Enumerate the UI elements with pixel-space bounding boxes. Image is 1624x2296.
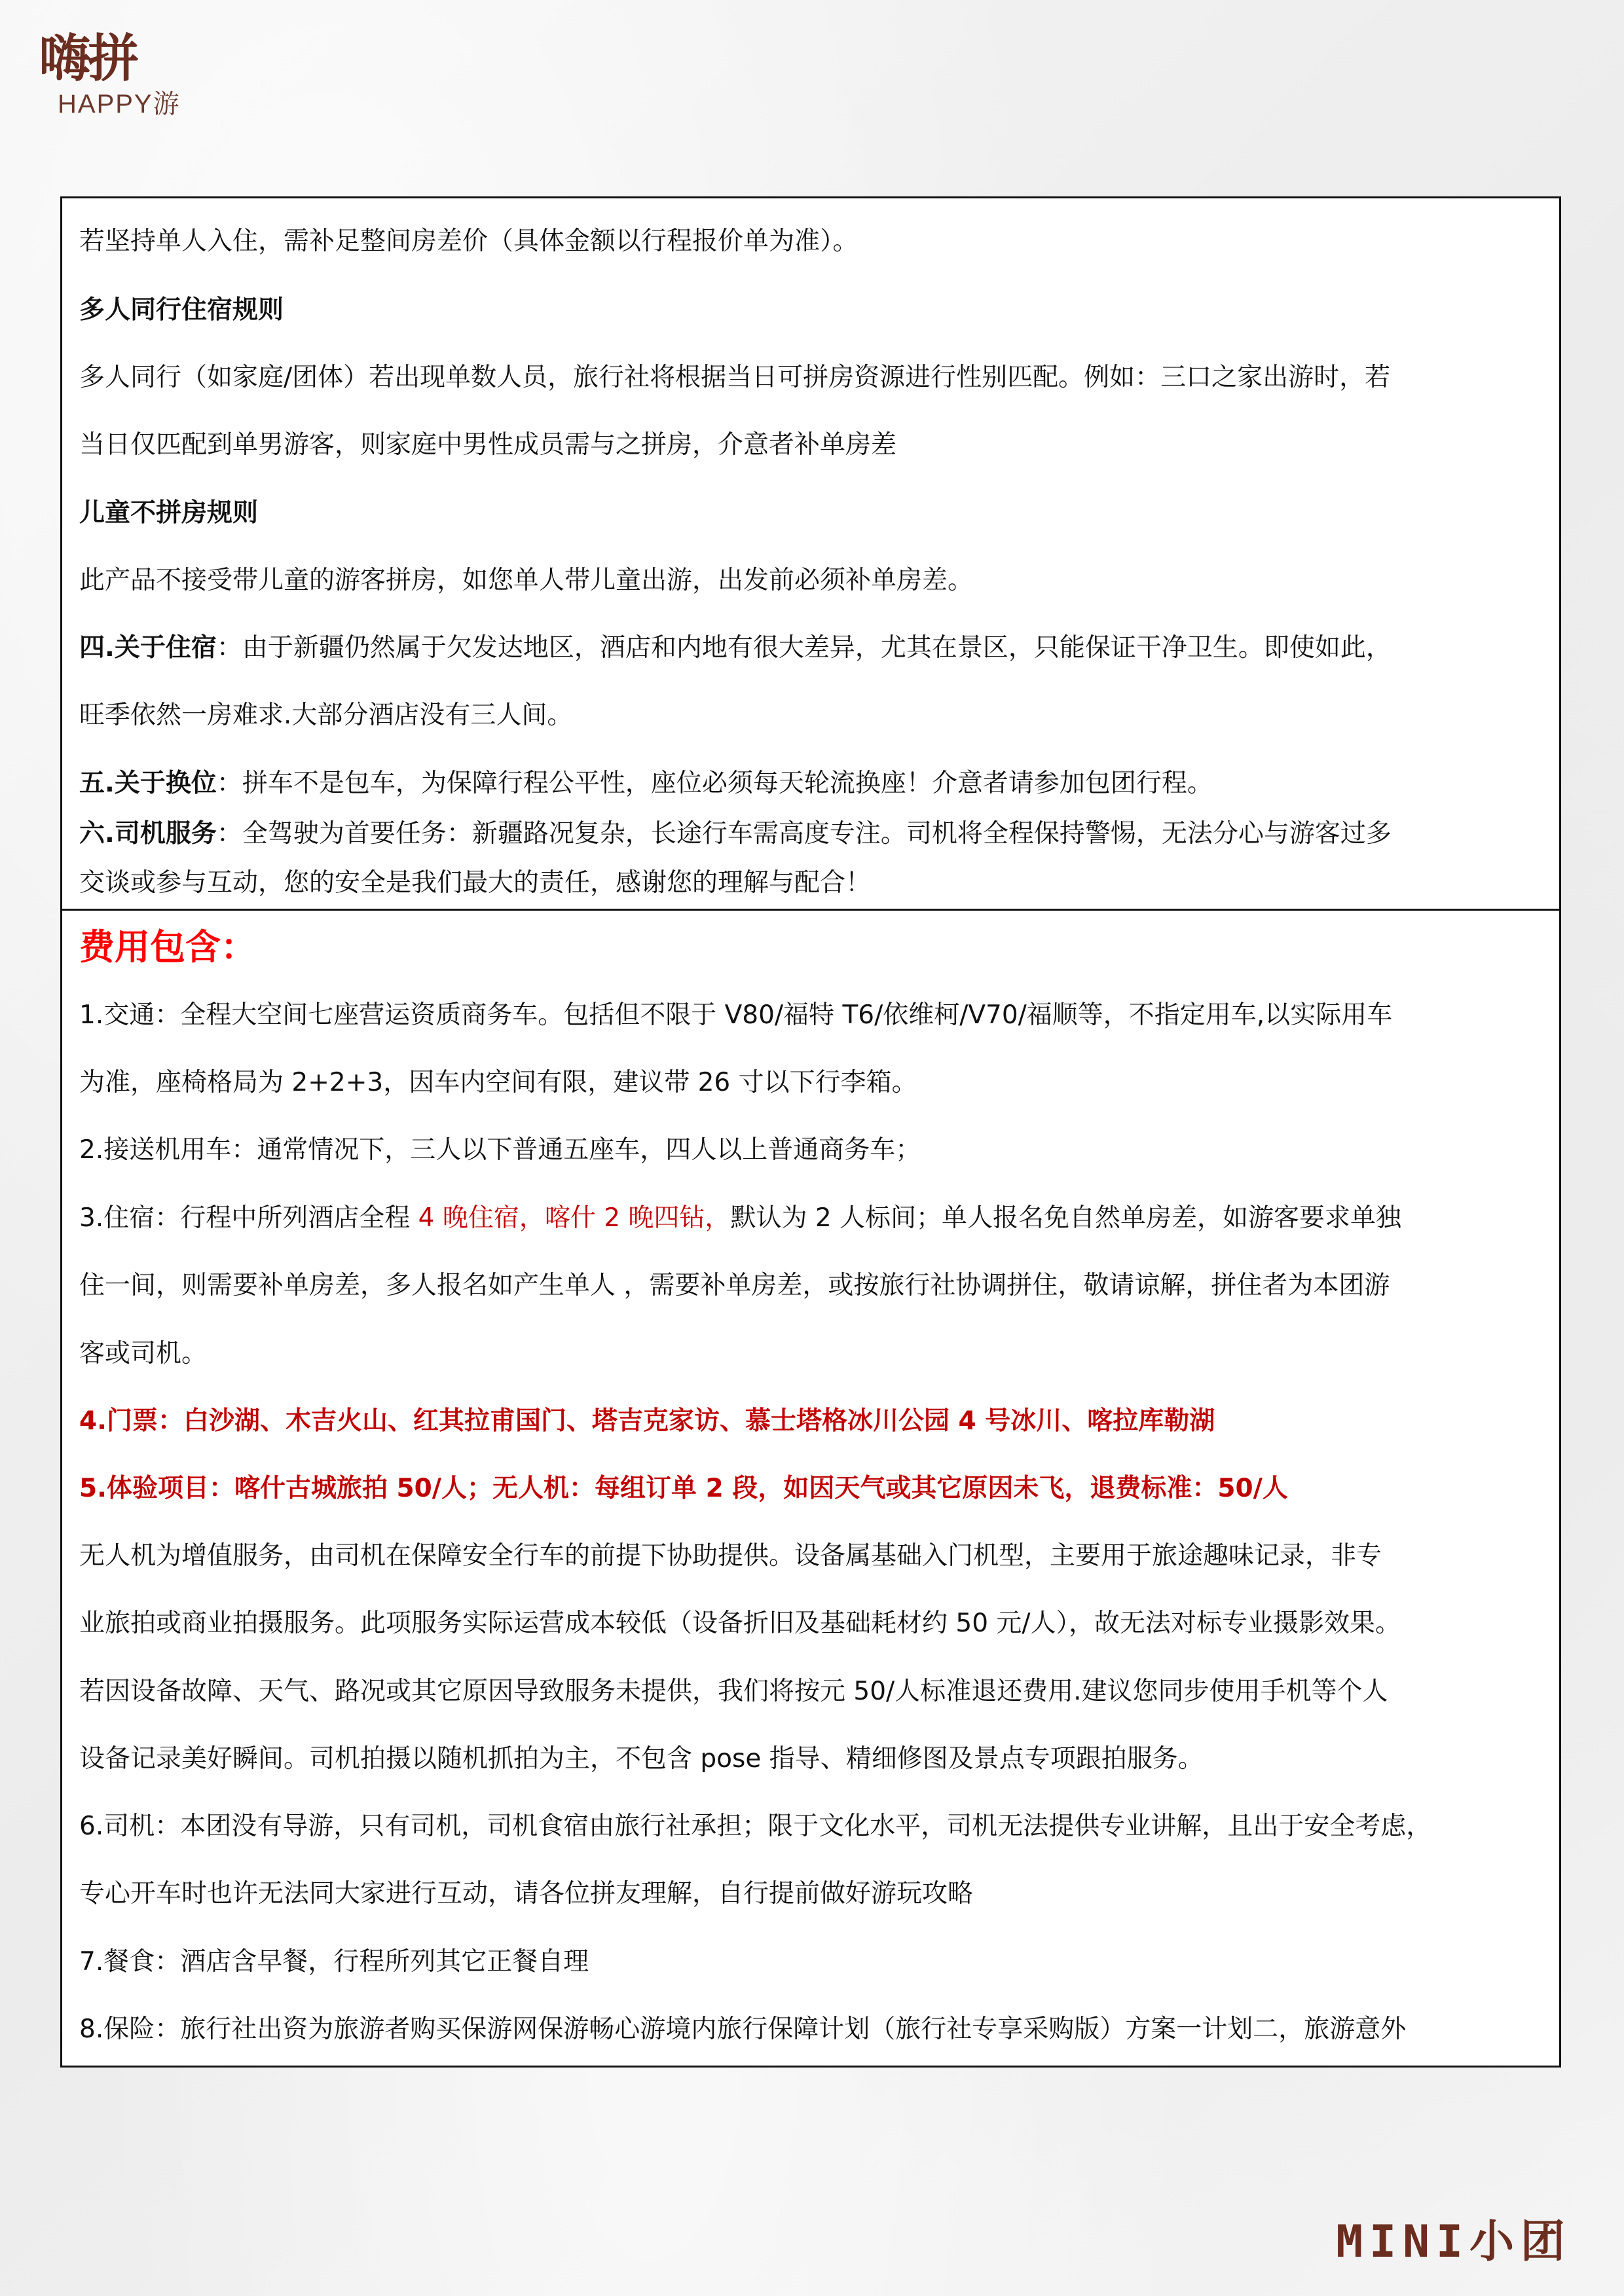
heading-child-no-share: 儿童不拼房规则 — [79, 498, 259, 528]
logo-sub-text: HAPPY游 — [58, 90, 181, 118]
fee-experience: 5.体验项目：喀什古城旅拍 50/人；无人机：每组订单 2 段，如因天气或其它原因未飞，退费标准：50/人 — [79, 1474, 1288, 1503]
paragraph-multi-person-1: 多人同行（如家庭/团体）若出现单数人员，旅行社将根据当日可拼房资源进行性别匹配。例如：三口之家出游时，若 — [79, 363, 1391, 392]
fee-transport-2: 为准，座椅格局为 2+2+3，因车内空间有限，建议带 26 寸以下行李箱。 — [79, 1068, 917, 1097]
paragraph-single-room: 若坚持单人入住，需补足整间房差价（具体金额以行程报价单为准）。 — [79, 227, 858, 256]
fee-lodging-2: 住一间，则需要补单房差，多人报名如产生单人 ，需要补单房差，或按旅行社协调拼住，敬请谅解，拼住者为本团游 — [79, 1271, 1390, 1300]
item-driver-service — [79, 817, 1540, 851]
fee-tickets: 4.门票：白沙湖、木吉火山、红其拉甫国门、塔吉克家访、慕士塔格冰川公园 4 号冰川、喀拉库勒湖 — [79, 1406, 1215, 1436]
rules-cell — [62, 198, 1559, 911]
document-table — [60, 196, 1561, 2068]
item-driver-service-label: 六.司机服务 — [79, 819, 217, 848]
paragraph-driver-service-2: 交谈或参与互动，您的安全是我们最大的责任，感谢您的理解与配合！ — [79, 868, 872, 898]
fees-section-title: 费用包含： — [79, 926, 256, 968]
item-seat-rotation-text: ：拼车不是包车，为保障行程公平性，座位必须每天轮流换座！介意者请参加包团行程。 — [216, 769, 1213, 798]
item-accommodation-text: ：由于新疆仍然属于欠发达地区，酒店和内地有很大差异，尤其在景区，只能保证干净卫生。即使如此， — [216, 633, 1392, 663]
paragraph-child-rule: 此产品不接受带儿童的游客拼房，如您单人带儿童出游，出发前必须补单房差。 — [79, 566, 974, 595]
logo-main-text: 嗨拼 — [39, 29, 137, 88]
paragraph-multi-person-2: 当日仅匹配到单男游客，则家庭中男性成员需与之拼房，介意者补单房差 — [79, 430, 897, 460]
fee-lodging-1 — [79, 1201, 1540, 1235]
fee-driver-1: 6.司机：本团没有导游，只有司机，司机食宿由旅行社承担；限于文化水平，司机无法提供专业讲解，且出于安全考虑， — [79, 1812, 1432, 1841]
fee-drone-1: 无人机为增值服务，由司机在保障安全行车的前提下协助提供。设备属基础入门机型，主要用于旅途趣味记录，非专 — [79, 1541, 1382, 1571]
fee-lodging-3: 客或司机。 — [79, 1339, 208, 1368]
fee-drone-3: 若因设备故障、天气、路况或其它原因导致服务未提供，我们将按元 50/人标准退还费用.建议您同步使用手机等个人 — [79, 1677, 1388, 1706]
fee-driver-2: 专心开车时也许无法同大家进行互动，请各位拼友理解，自行提前做好游玩攻略 — [79, 1879, 974, 1908]
brand-logo — [39, 29, 210, 121]
item-seat-rotation-label: 五.关于换位 — [79, 769, 217, 798]
paragraph-accommodation-2: 旺季依然一房难求.大部分酒店没有三人间。 — [79, 701, 573, 730]
fee-insurance: 8.保险：旅行社出资为旅游者购买保游网保游畅心游境内旅行保障计划（旅行社专享采购版）方案一计划二，旅游意外 — [79, 2014, 1407, 2044]
fees-cell — [62, 911, 1559, 2066]
fee-lodging-suffix: 默认为 2 人标间；单人报名免自然单房差，如游客要求单独 — [730, 1203, 1402, 1233]
item-seat-rotation — [79, 767, 1540, 801]
heading-multi-person-lodging: 多人同行住宿规则 — [79, 295, 284, 325]
fee-drone-2: 业旅拍或商业拍摄服务。此项服务实际运营成本较低（设备折旧及基础耗材约 50 元/人），故无法对标专业摄影效果。 — [79, 1609, 1401, 1638]
item-accommodation — [79, 631, 1540, 665]
item-accommodation-label: 四.关于住宿 — [79, 633, 217, 663]
fee-drone-4: 设备记录美好瞬间。司机拍摄以随机抓拍为主，不包含 pose 指导、精细修图及景点专项跟拍服务。 — [79, 1744, 1204, 1774]
fee-lodging-highlight: 4 晚住宿，喀什 2 晚四钻， — [418, 1203, 731, 1233]
fee-lodging-prefix: 3.住宿：行程中所列酒店全程 — [79, 1203, 418, 1233]
fee-pickup: 2.接送机用车：通常情况下，三人以下普通五座车，四人以上普通商务车； — [79, 1135, 921, 1165]
mini-group-badge: MINI小团 — [1336, 2216, 1572, 2268]
fee-transport-1: 1.交通：全程大空间七座营运资质商务车。包括但不限于 V80/福特 T6/依维柯/V70/福顺等，不指定用车,以实际用车 — [79, 1000, 1393, 1030]
item-driver-service-text: ：全驾驶为首要任务：新疆路况复杂，长途行车需高度专注。司机将全程保持警惕，无法分心与游客过多 — [216, 819, 1392, 848]
fee-meals: 7.餐食：酒店含早餐，行程所列其它正餐自理 — [79, 1947, 589, 1977]
